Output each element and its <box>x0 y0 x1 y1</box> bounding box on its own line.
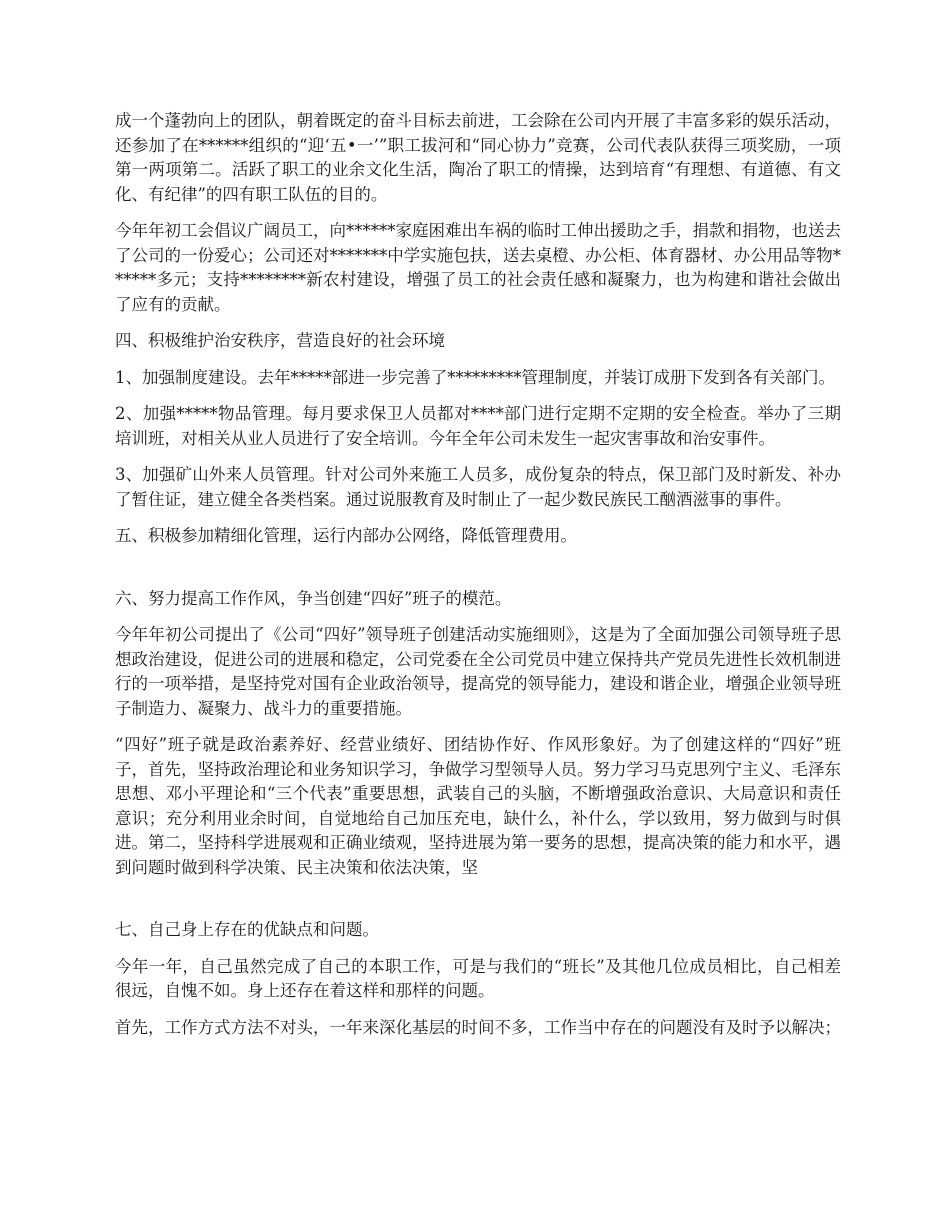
section-heading-5: 五、积极参加精细化管理，运行内部办公网络，降低管理费用。 <box>115 526 577 545</box>
section-heading-6: 六、努力提高工作作风，争当创建“四好”班子的模范。 <box>115 588 512 608</box>
document-page <box>115 109 841 1052</box>
section-heading-7: 七、自己身上存在的优缺点和问题。 <box>115 920 379 939</box>
paragraph-four-good-definition: “四好”班子就是政治素养好、经营业绩好、团结协作好、作风形象好。为了创建这样的“四好”班子，首先，坚持政治理论和业务知识学习，争做学习型领导人员。努力学习马克思列宁主义、毛泽东思想、邓小平理论和“三个代表”重要思想，武装自己的头脑，不断增强政治意识、大局意识和责任意识；充分利用业余时间，自觉地给自己加压充电，缺什么，补什么，学以致用，努力做到与时俱进。第二，坚持科学进展观和正确业绩观，坚持进展为第一要务的思想，提高决策的能力和水平，遇到问题时做到科学决策、民主决策和依法决策，坚 <box>115 735 841 877</box>
paragraph-item-1: 1、加强制度建设。去年*****部进一步完善了*********管理制度，并装订成册下发到各有关部门。 <box>115 367 835 387</box>
paragraph-item-3: 3、加强矿山外来人员管理。针对公司外来施工人员多，成份复杂的特点，保卫部门及时新发、补办了暂住证，建立健全各类档案。通过说服教育及时制止了一起少数民族民工酗酒滋事的事件。 <box>115 465 841 509</box>
paragraph-self-review: 今年一年，自己虽然完成了自己的本职工作，可是与我们的“班长”及其他几位成员相比，自己相差很远，自愧不如。身上还存在着这样和那样的问题。 <box>115 956 841 1000</box>
section-heading-4: 四、积极维护治安秩序，营造良好的社会环境 <box>115 331 445 350</box>
paragraph-union-activities: 成一个蓬勃向上的团队，朝着既定的奋斗目标去前进，工会除在公司内开展了丰富多彩的娱乐活动，还参加了在******组织的“迎‘五•一’”职工拔河和“同心协力”竞赛，公司代表队获得三项奖励，一项第一两项第二。活跃了职工的业余文化生活，陶冶了职工的情操，达到培育“有理想、有道德、有文化、有纪律”的四有职工队伍的目的。 <box>115 111 841 204</box>
paragraph-four-good-rules: 今年年初公司提出了《公司“四好”领导班子创建活动实施细则》，这是为了全面加强公司领导班子思想政治建设，促进公司的进展和稳定，公司党委在全公司党员中建立保持共产党员先进性长效机制进行的一项举措，是坚持党对国有企业政治领导，提高党的领导能力，建设和谐企业，增强企业领导班子制造力、凝聚力、战斗力的重要措施。 <box>115 625 841 718</box>
paragraph-item-2: 2、加强*****物品管理。每月要求保卫人员都对****部门进行定期不定期的安全检查。举办了三期培训班，对相关从业人员进行了安全培训。今年全年公司未发生一起灾害事故和治安事件。 <box>115 404 841 448</box>
paragraph-first-issue: 首先，工作方式方法不对头，一年来深化基层的时间不多，工作当中存在的问题没有及时予以解决； <box>115 1017 841 1037</box>
paragraph-charity: 今年年初工会倡议广阔员工，向******家庭困难出车祸的临时工伸出援助之手，捐款和捐物，也送去了公司的一份爱心；公司还对*******中学实施包扶，送去桌橙、办公柜、体育器材、办公用品等物******多元；支持********新农村建设，增强了员工的社会责任感和凝聚力，也为构建和谐社会做出了应有的贡献。 <box>115 221 841 314</box>
